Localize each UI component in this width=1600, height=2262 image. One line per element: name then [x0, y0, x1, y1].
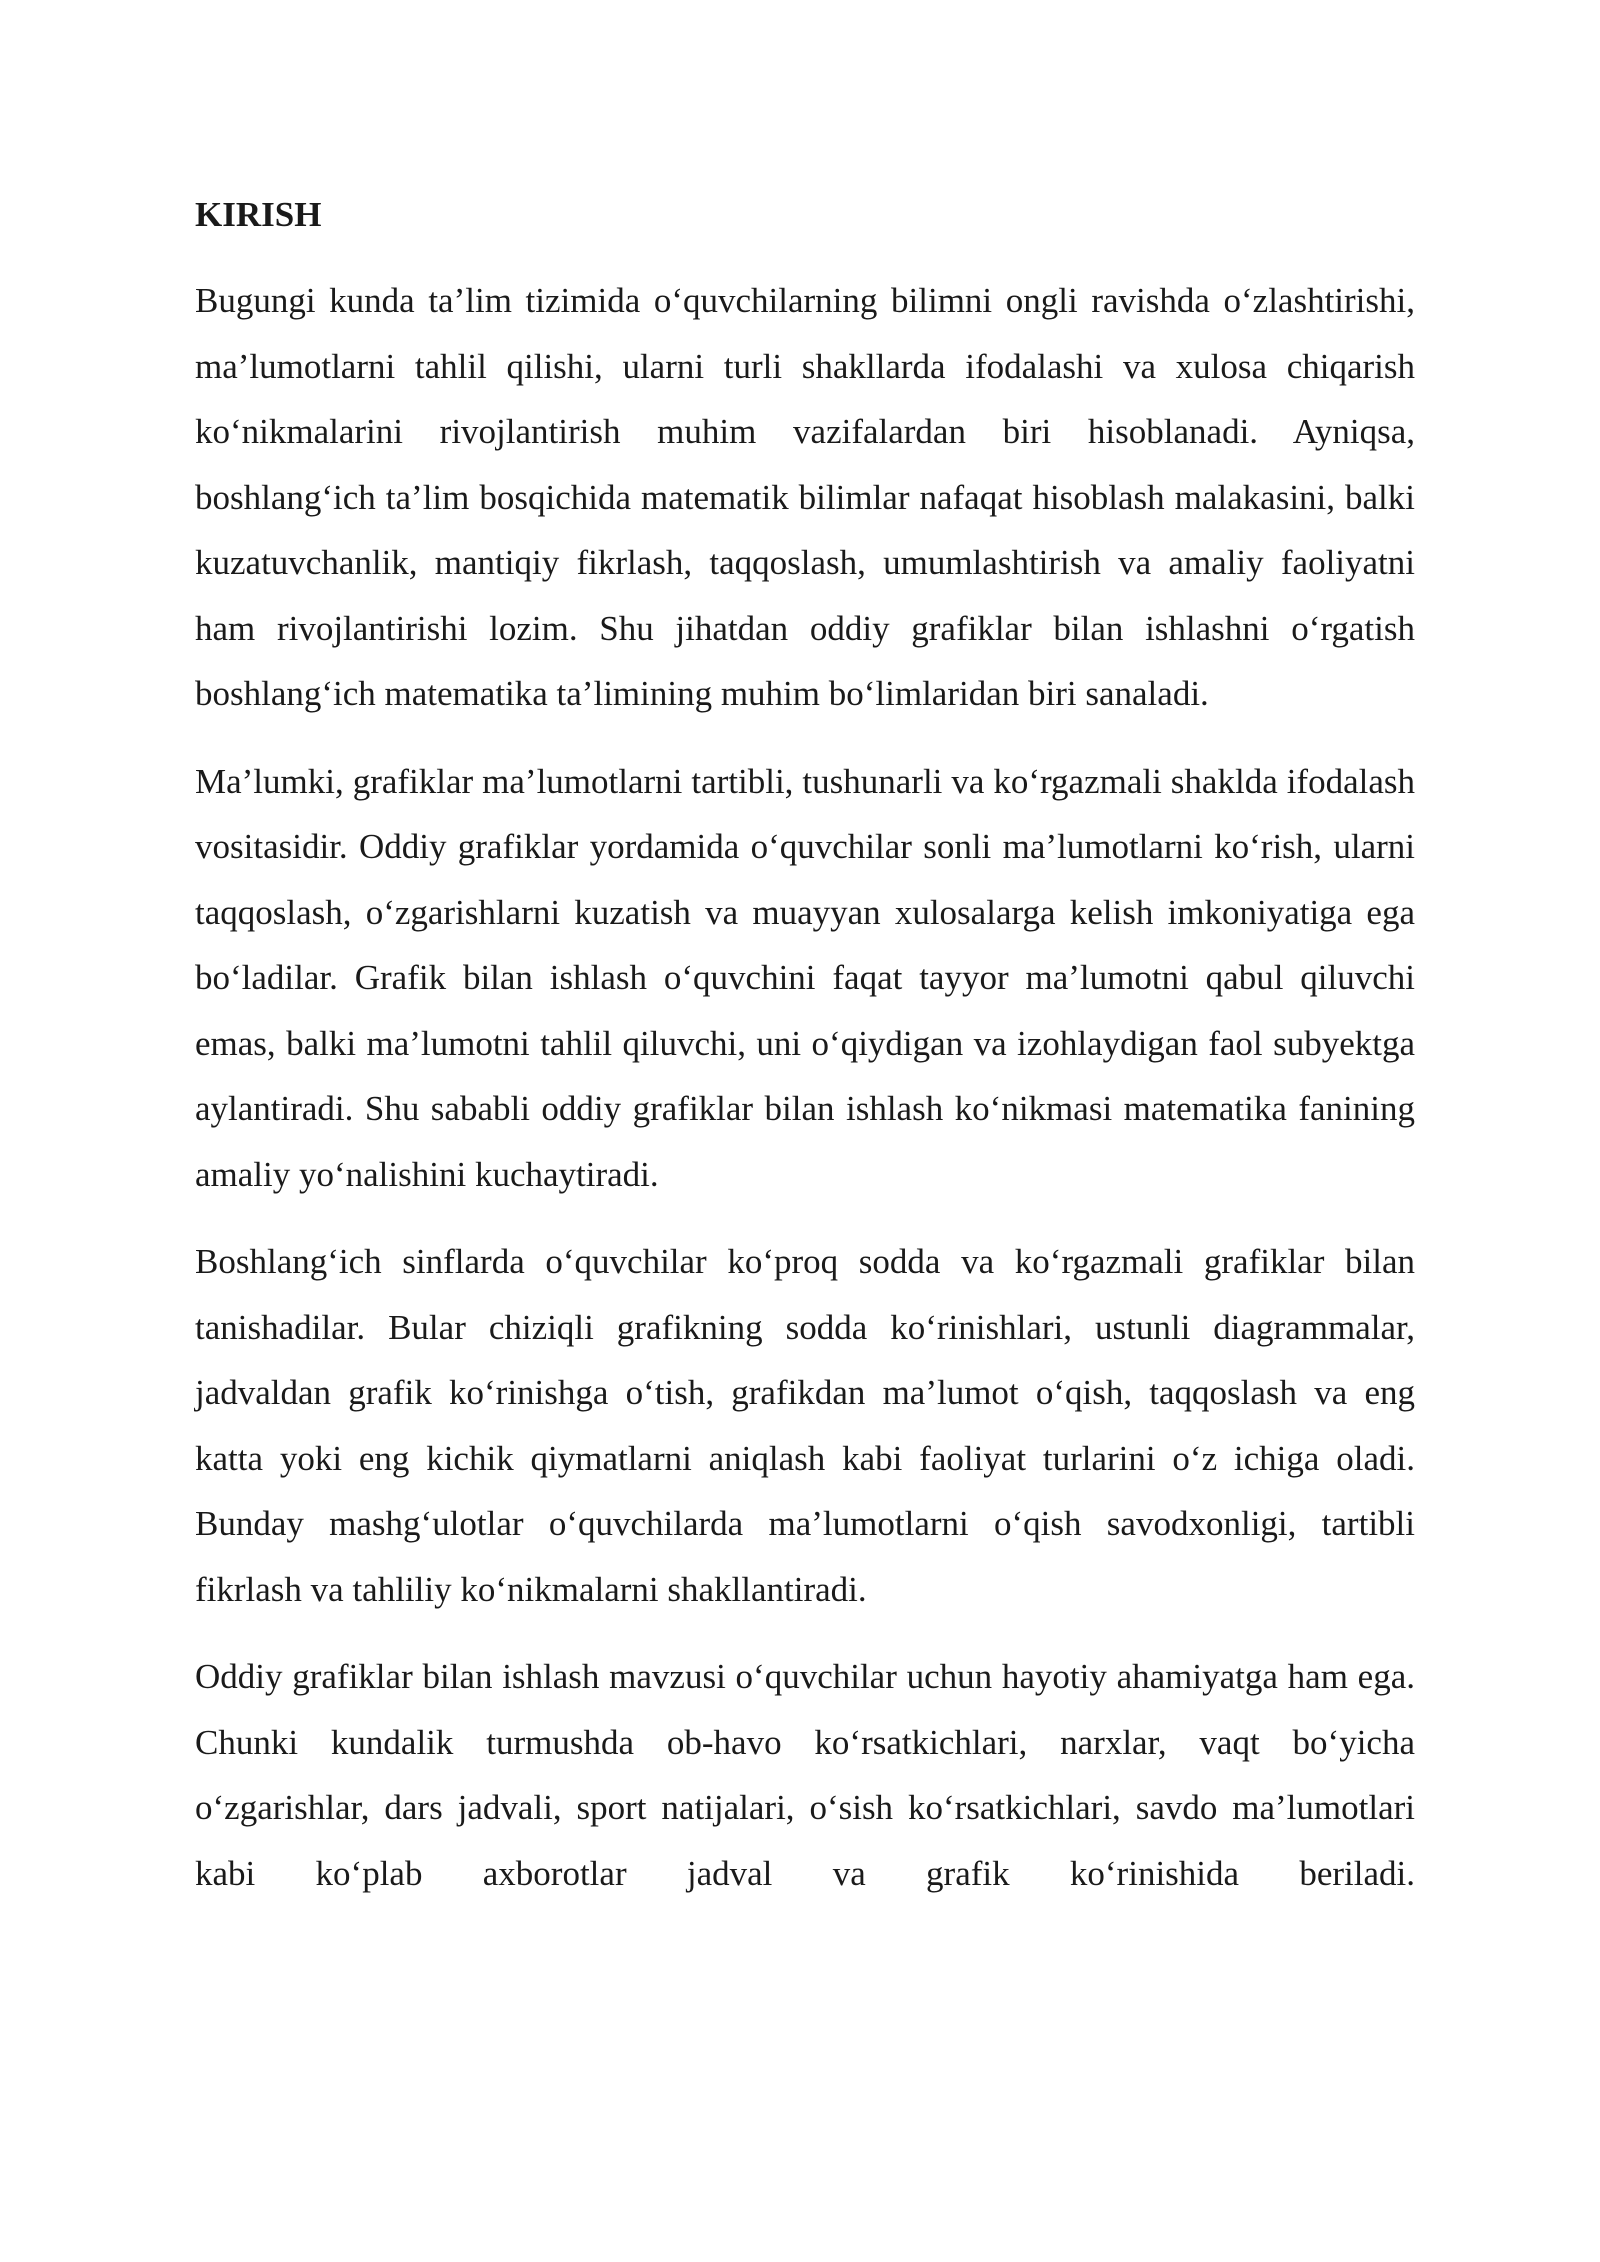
document-page: [195, 190, 1415, 1928]
paragraph-2: Ma’lumki, grafiklar ma’lumotlarni tartibli, tushunarli va ko‘rgazmali shaklda ifodalash vositasidir. Oddiy grafiklar yordamida o‘quvchilar sonli ma’lumotlarni ko‘rish, ularni taqqoslash, o‘zgarishlarni kuzatish va muayyan xulosalarga kelish imkoniyatiga ega bo‘ladilar. Grafik bilan ishlash o‘quvchini faqat tayyor ma’lumotni qabul qiluvchi emas, balki ma’lumotni tahlil qiluvchi, uni o‘qiydigan va izohlaydigan faol subyektga aylantiradi. Shu sababli oddiy grafiklar bilan ishlash ko‘nikmasi matematika fanining amaliy yo‘nalishini kuchaytiradi.: [195, 761, 1415, 1194]
paragraph-1: Bugungi kunda ta’lim tizimida o‘quvchilarning bilimni ongli ravishda o‘zlashtirishi, ma’lumotlarni tahlil qilishi, ularni turli shakllarda ifodalashi va xulosa chiqarish ko‘nikmalarini rivojlantirish muhim vazifalardan biri hisoblanadi. Ayniqsa, boshlang‘ich ta’lim bosqichida matematik bilimlar nafaqat hisoblash malakasini, balki kuzatuvchanlik, mantiqiy fikrlash, taqqoslash, umumlashtirish va amaliy faoliyatni ham rivojlantirishi lozim. Shu jihatdan oddiy grafiklar bilan ishlashni o‘rgatish boshlang‘ich matematika ta’limining muhim bo‘limlaridan biri sanaladi.: [195, 281, 1415, 713]
paragraph-3: Boshlang‘ich sinflarda o‘quvchilar ko‘proq sodda va ko‘rgazmali grafiklar bilan tanishadilar. Bular chiziqli grafikning sodda ko‘rinishlari, ustunli diagrammalar, jadvaldan grafik ko‘rinishga o‘tish, grafikdan ma’lumot o‘qish, taqqoslash va eng katta yoki eng kichik qiymatlarni aniqlash kabi faoliyat turlarini o‘z ichiga oladi. Bunday mashg‘ulotlar o‘quvchilarda ma’lumotlarni o‘qish savodxonligi, tartibli fikrlash va tahliliy ko‘nikmalarni shakllantiradi.: [195, 1242, 1415, 1609]
section-heading: KIRISH: [195, 195, 322, 234]
paragraph-4: Oddiy grafiklar bilan ishlash mavzusi o‘quvchilar uchun hayotiy ahamiyatga ham ega. Chunki kundalik turmushda ob-havo ko‘rsatkichlari, narxlar, vaqt bo‘yicha o‘zgarishlar, dars jadvali, sport natijalari, o‘sish ko‘rsatkichlari, savdo ma’lumotlari kabi ko‘plab axborotlar jadval va grafik ko‘rinishida beriladi.: [195, 1657, 1415, 1893]
